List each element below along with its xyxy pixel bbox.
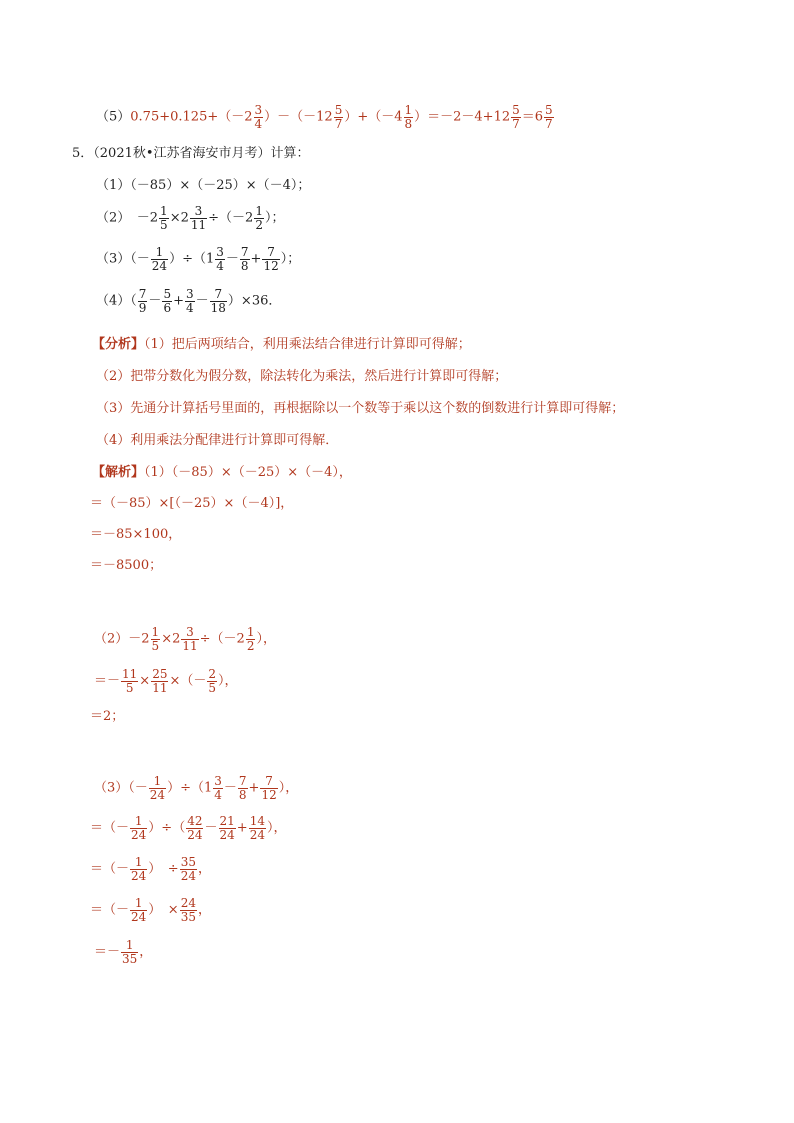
fraction: $\frac{42}{24}$ [187, 814, 203, 842]
solution-line: 【解析】（1）（－85）×（－25）×（－4）， [92, 465, 352, 480]
question-part-1: （1）（－85）×（－25）×（－4）； [96, 178, 311, 193]
fraction: $\frac{7}{8}$ [240, 245, 249, 273]
fraction: $\frac{5}{7}$ [512, 103, 520, 131]
fraction: $\frac{3}{4}$ [216, 245, 224, 273]
expr-text: ）＝－2－4+12 [414, 109, 511, 125]
fraction: $\frac{1}{5}$ [151, 625, 160, 653]
question-title: 5．（2021秋•江苏省海安市月考）计算： [72, 146, 310, 161]
fraction: $\frac{1}{24}$ [131, 814, 147, 842]
solution-line: （2）－2 $\frac{1}{5}$ ×2 $\frac{3}{11}$ ÷（－2 $\frac{1}{2}$ ）， [94, 625, 276, 653]
solution-line: ＝（－ $\frac{1}{24}$ ） × $\frac{24}{35}$ ， [90, 896, 211, 924]
expr-text: ＝6 [521, 109, 544, 125]
fraction: $\frac{1}{24}$ [131, 896, 147, 924]
fraction: $\frac{3}{4}$ [185, 287, 194, 315]
analysis-line-4: （4）利用乘法分配律进行计算即可得解． [96, 433, 339, 448]
analysis-line-1: 【分析】（1）把后两项结合，利用乘法结合律进行计算即可得解； [92, 337, 471, 352]
solution-line: ＝－85×100， [90, 527, 182, 542]
fraction: $\frac{7}{12}$ [263, 245, 279, 273]
fraction: $\frac{14}{24}$ [249, 814, 265, 842]
fraction: $\frac{7}{8}$ [238, 774, 247, 802]
solution-line: ＝（－ $\frac{1}{24}$ ） ÷ $\frac{35}{24}$ ， [90, 855, 211, 883]
fraction: $\frac{1}{24}$ [149, 774, 166, 802]
q4-part5-line [96, 104, 555, 130]
fraction: $\frac{1}{24}$ [151, 245, 168, 273]
fraction: $\frac{5}{6}$ [163, 287, 172, 315]
fraction: $\frac{11}{5}$ [122, 667, 138, 695]
fraction: $\frac{3}{11}$ [182, 625, 198, 653]
fraction: $\frac{25}{11}$ [152, 667, 168, 695]
fraction: $\frac{7}{18}$ [210, 287, 226, 315]
fraction: $\frac{7}{9}$ [138, 287, 147, 315]
fraction: $\frac{2}{5}$ [208, 667, 217, 695]
analysis-line-3: （3）先通分计算括号里面的，再根据除以一个数等于乘以这个数的倒数进行计算即可得解； [96, 401, 625, 416]
solution-line: ＝（－85）×[（－25）×（－4）]， [90, 496, 294, 511]
fraction: $\frac{24}{35}$ [180, 896, 196, 924]
fraction: $\frac{3}{11}$ [190, 204, 207, 232]
solution-line: （3）（－ $\frac{1}{24}$ ）÷（1 $\frac{3}{4}$ － $\frac{7}{8}$ + $\frac{7}{12}$ ）， [94, 774, 299, 802]
fraction: $\frac{1}{35}$ [122, 938, 138, 966]
fraction: $\frac{3}{4}$ [214, 774, 222, 802]
solution-tag: 【解析】 [92, 465, 145, 480]
expr-text: ）－（－12 [264, 109, 333, 125]
solution-line: ＝－8500； [90, 558, 163, 573]
analysis-line-2: （2）把带分数化为假分数，除法转化为乘法，然后进行计算即可得解； [96, 369, 508, 384]
fraction: $\frac{21}{24}$ [219, 814, 235, 842]
fraction: $\frac{1}{2}$ [246, 625, 255, 653]
fraction: $\frac{1}{5}$ [160, 204, 168, 232]
fraction: $\frac{35}{24}$ [180, 855, 196, 883]
question-part-3: （3）（－ $\frac{1}{24}$ ）÷（1 $\frac{3}{4}$ － $\frac{7}{8}$ + $\frac{7}{12}$ ）； [96, 245, 301, 273]
expr-text: 0.75+0.125+（－2 [130, 109, 253, 125]
question-part-4: （4）（ $\frac{7}{9}$ － $\frac{5}{6}$ + $\frac{3}{4}$ － $\frac{7}{18}$ ）×36． [96, 287, 282, 315]
fraction: $\frac{1}{24}$ [131, 855, 147, 883]
solution-line: ＝2； [90, 709, 125, 724]
fraction: $\frac{3}{4}$ [254, 103, 263, 131]
fraction: $\frac{1}{2}$ [255, 204, 263, 232]
question-part-2: （2） －2 $\frac{1}{5}$ ×2 $\frac{3}{11}$ ÷（－2 $\frac{1}{2}$ ）； [96, 204, 285, 232]
analysis-tag: 【分析】 [92, 337, 145, 352]
solution-line: ＝－ $\frac{11}{5}$ × $\frac{25}{11}$ ×（－ $\frac{2}{5}$ ）， [94, 667, 238, 695]
fraction: $\frac{5}{7}$ [334, 103, 343, 131]
fraction: $\frac{1}{8}$ [404, 103, 413, 131]
fraction: $\frac{7}{12}$ [261, 774, 277, 802]
solution-line: ＝（－ $\frac{1}{24}$ ）÷（ $\frac{42}{24}$ － $\frac{21}{24}$ + $\frac{14}{24}$ ）， [90, 814, 287, 842]
fraction: $\frac{5}{7}$ [545, 103, 553, 131]
solution-line: ＝－ $\frac{1}{35}$ ， [94, 938, 153, 966]
expr-text: ）+（－4 [344, 109, 403, 125]
part-label: （5） [96, 109, 131, 125]
